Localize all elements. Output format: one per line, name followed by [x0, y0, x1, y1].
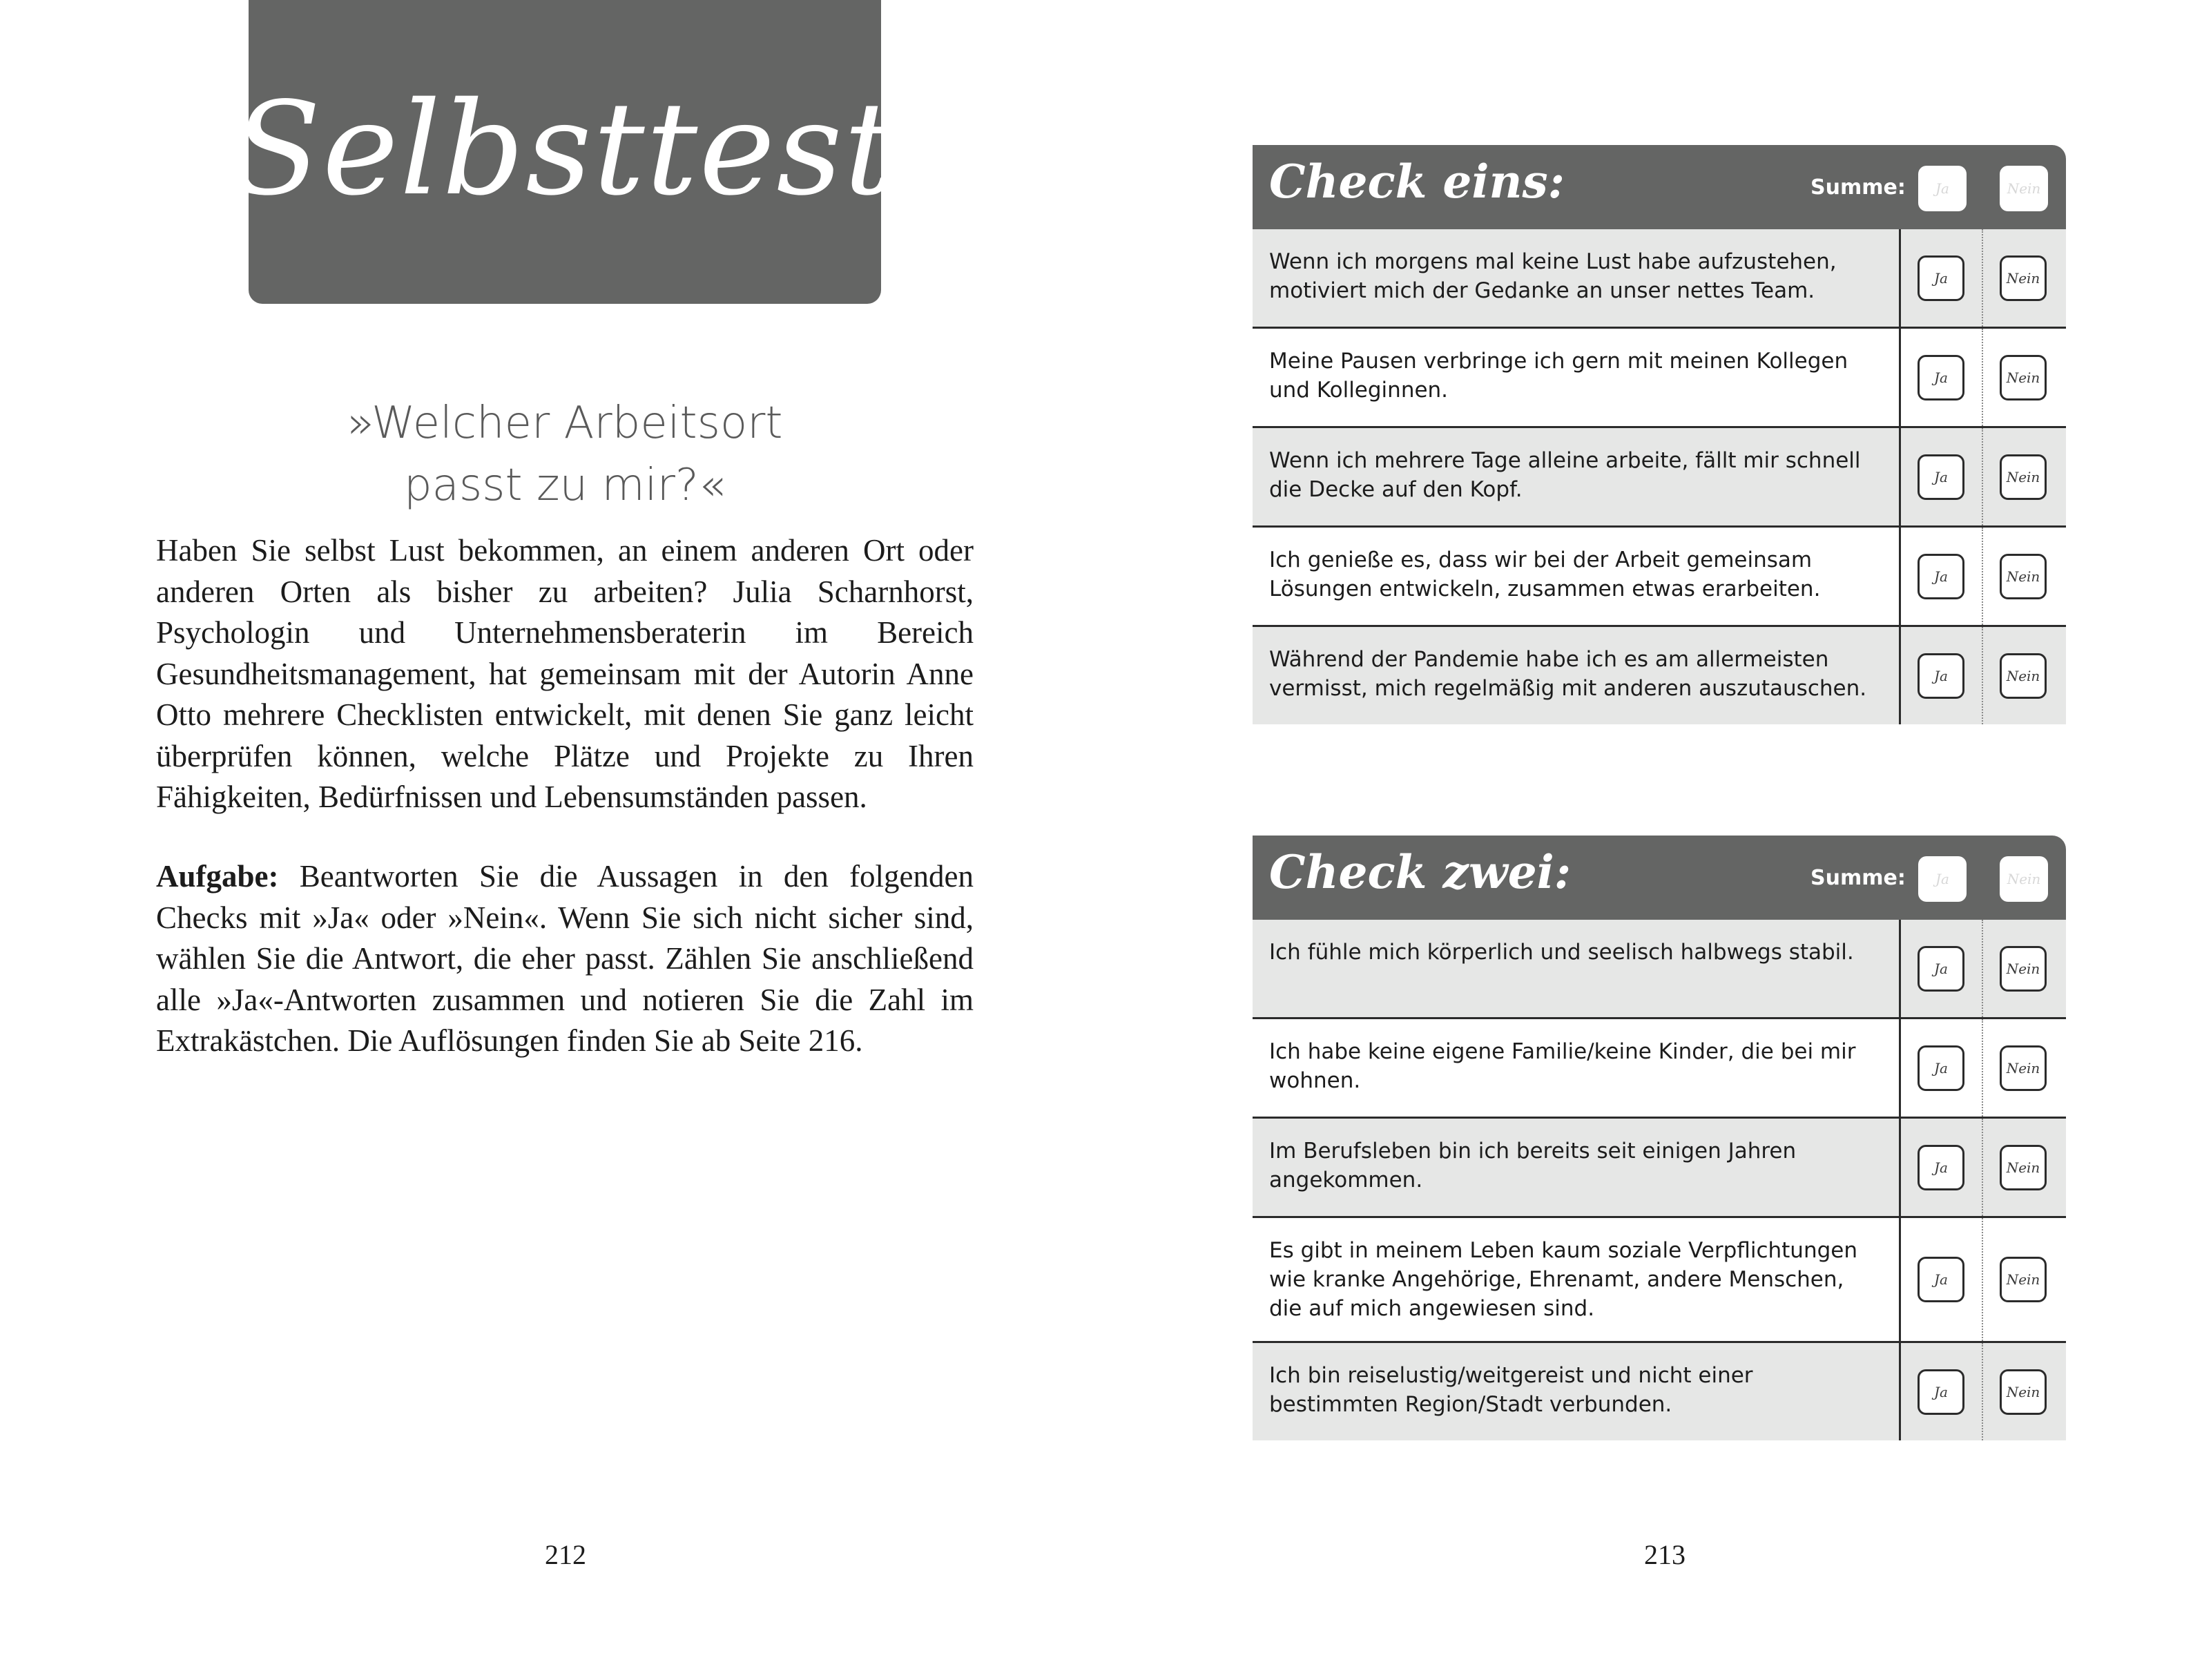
task-text: Beantworten Sie die Aussagen in den folgenden Checks mit »Ja« oder »Nein«. Wenn Sie sich nicht sicher sind, wählen Sie die Antwort, die eher passt. Zählen Sie anschließend alle »Ja«-Antworten zusammen und notieren Sie die Zahl im Extrakästchen. Die Auflösungen finden Sie ab Seite 216.	[156, 859, 974, 1058]
yes-checkbox[interactable]: Ja	[1918, 454, 1964, 500]
dotted-divider	[1982, 329, 1983, 426]
statement-text: Ich fühle mich körperlich und seelisch halbwegs stabil.	[1269, 940, 1854, 965]
dotted-divider	[1982, 428, 1983, 525]
check-row	[1253, 627, 2066, 724]
check-one-table	[1253, 145, 2066, 724]
check-row	[1253, 428, 2066, 528]
sum-label: Summe:	[1810, 175, 1906, 200]
no-checkbox[interactable]: Nein	[2000, 1369, 2047, 1415]
statement-text: Wenn ich morgens mal keine Lust habe aufzustehen, motiviert mich der Gedanke an unser nettes Team.	[1269, 249, 1837, 303]
check-row	[1253, 1218, 2066, 1343]
subtitle-line-1: »Welcher Arbeitsort	[347, 398, 783, 449]
column-divider	[1899, 1019, 1901, 1117]
column-divider	[1899, 920, 1901, 1017]
yes-checkbox[interactable]: Ja	[1918, 554, 1964, 599]
check-two-title: Check zwei:	[1269, 845, 1572, 899]
task-label: Aufgabe:	[156, 859, 279, 894]
sum-label: Summe:	[1810, 866, 1906, 890]
title-banner	[233, 0, 897, 304]
yes-checkbox[interactable]: Ja	[1918, 946, 1964, 992]
dotted-divider	[1982, 1343, 1983, 1440]
sum-no-box[interactable]: Nein	[2000, 166, 2048, 211]
statement-text: Ich habe keine eigene Familie/keine Kinder, die bei mir wohnen.	[1269, 1039, 1856, 1093]
column-divider	[1899, 528, 1901, 625]
statement-text: Es gibt in meinem Leben kaum soziale Verpflichtungen wie kranke Angehörige, Ehrenamt, andere Menschen, die auf mich angewiesen sind.	[1269, 1238, 1858, 1321]
dotted-divider	[1982, 528, 1983, 625]
dotted-divider	[1982, 1019, 1983, 1117]
right-page	[1101, 0, 2202, 1680]
check-row	[1253, 528, 2066, 627]
dotted-divider	[1982, 1119, 1983, 1216]
dotted-divider	[1982, 627, 1983, 724]
no-checkbox[interactable]: Nein	[2000, 1145, 2047, 1190]
yes-checkbox[interactable]: Ja	[1918, 1369, 1964, 1415]
column-divider	[1899, 428, 1901, 525]
statement-text: Ich bin reiselustig/weitgereist und nicht einer bestimmten Region/Stadt verbunden.	[1269, 1363, 1753, 1417]
page-title: Selbsttest	[233, 73, 897, 224]
check-row	[1253, 1343, 2066, 1440]
check-one-title: Check eins:	[1269, 155, 1565, 209]
yes-checkbox[interactable]: Ja	[1918, 1257, 1964, 1302]
subtitle	[180, 392, 950, 516]
check-row	[1253, 329, 2066, 428]
yes-checkbox[interactable]: Ja	[1918, 653, 1964, 699]
statement-text: Meine Pausen verbringe ich gern mit meinen Kollegen und Kolleginnen.	[1269, 349, 1848, 403]
subtitle-line-2: passt zu mir?«	[403, 460, 726, 511]
column-divider	[1899, 229, 1901, 327]
yes-checkbox[interactable]: Ja	[1918, 255, 1964, 301]
no-checkbox[interactable]: Nein	[2000, 1257, 2047, 1302]
task-paragraph	[156, 856, 974, 1062]
no-checkbox[interactable]: Nein	[2000, 255, 2047, 301]
sum-yes-box[interactable]: Ja	[1918, 856, 1967, 902]
no-checkbox[interactable]: Nein	[2000, 355, 2047, 400]
column-divider	[1899, 1343, 1901, 1440]
intro-paragraph: Haben Sie selbst Lust bekommen, an einem anderen Ort oder anderen Orten als bisher zu arbeiten? Julia Scharnhorst, Psychologin und Unternehmensberaterin im Bereich Gesundheitsmanagement, hat gemeinsam mit der Autorin Anne Otto mehrere Checklisten entwickelt, mit denen Sie ganz leicht überprüfen können, welche Plätze und Projekte zu Ihren Fähigkeiten, Bedürfnissen und Lebensumständen passen.	[156, 533, 974, 814]
statement-text: Im Berufsleben bin ich bereits seit einigen Jahren angekommen.	[1269, 1139, 1797, 1193]
statement-text: Während der Pandemie habe ich es am allermeisten vermisst, mich regelmäßig mit anderen auszutauschen.	[1269, 647, 1867, 701]
no-checkbox[interactable]: Nein	[2000, 454, 2047, 500]
check-row	[1253, 1119, 2066, 1218]
column-divider	[1899, 329, 1901, 426]
check-two-header	[1253, 836, 2066, 920]
statement-text: Wenn ich mehrere Tage alleine arbeite, fällt mir schnell die Decke auf den Kopf.	[1269, 448, 1861, 502]
yes-checkbox[interactable]: Ja	[1918, 1045, 1964, 1091]
no-checkbox[interactable]: Nein	[2000, 1045, 2047, 1091]
dotted-divider	[1982, 229, 1983, 327]
check-one-header	[1253, 145, 2066, 229]
yes-checkbox[interactable]: Ja	[1918, 355, 1964, 400]
yes-checkbox[interactable]: Ja	[1918, 1145, 1964, 1190]
check-row	[1253, 1019, 2066, 1119]
no-checkbox[interactable]: Nein	[2000, 554, 2047, 599]
sum-no-box[interactable]: Nein	[2000, 856, 2048, 902]
dotted-divider	[1982, 1218, 1983, 1341]
statement-text: Ich genieße es, dass wir bei der Arbeit gemeinsam Lösungen entwickeln, zusammen etwas erarbeiten.	[1269, 548, 1821, 601]
column-divider	[1899, 1119, 1901, 1216]
page-number: 212	[545, 1539, 586, 1570]
no-checkbox[interactable]: Nein	[2000, 946, 2047, 992]
sum-yes-box[interactable]: Ja	[1918, 166, 1967, 211]
check-row	[1253, 229, 2066, 329]
check-two-table	[1253, 836, 2066, 1440]
dotted-divider	[1982, 920, 1983, 1017]
column-divider	[1899, 1218, 1901, 1341]
no-checkbox[interactable]: Nein	[2000, 653, 2047, 699]
column-divider	[1899, 627, 1901, 724]
page-number: 213	[1644, 1539, 1686, 1570]
check-row	[1253, 920, 2066, 1019]
